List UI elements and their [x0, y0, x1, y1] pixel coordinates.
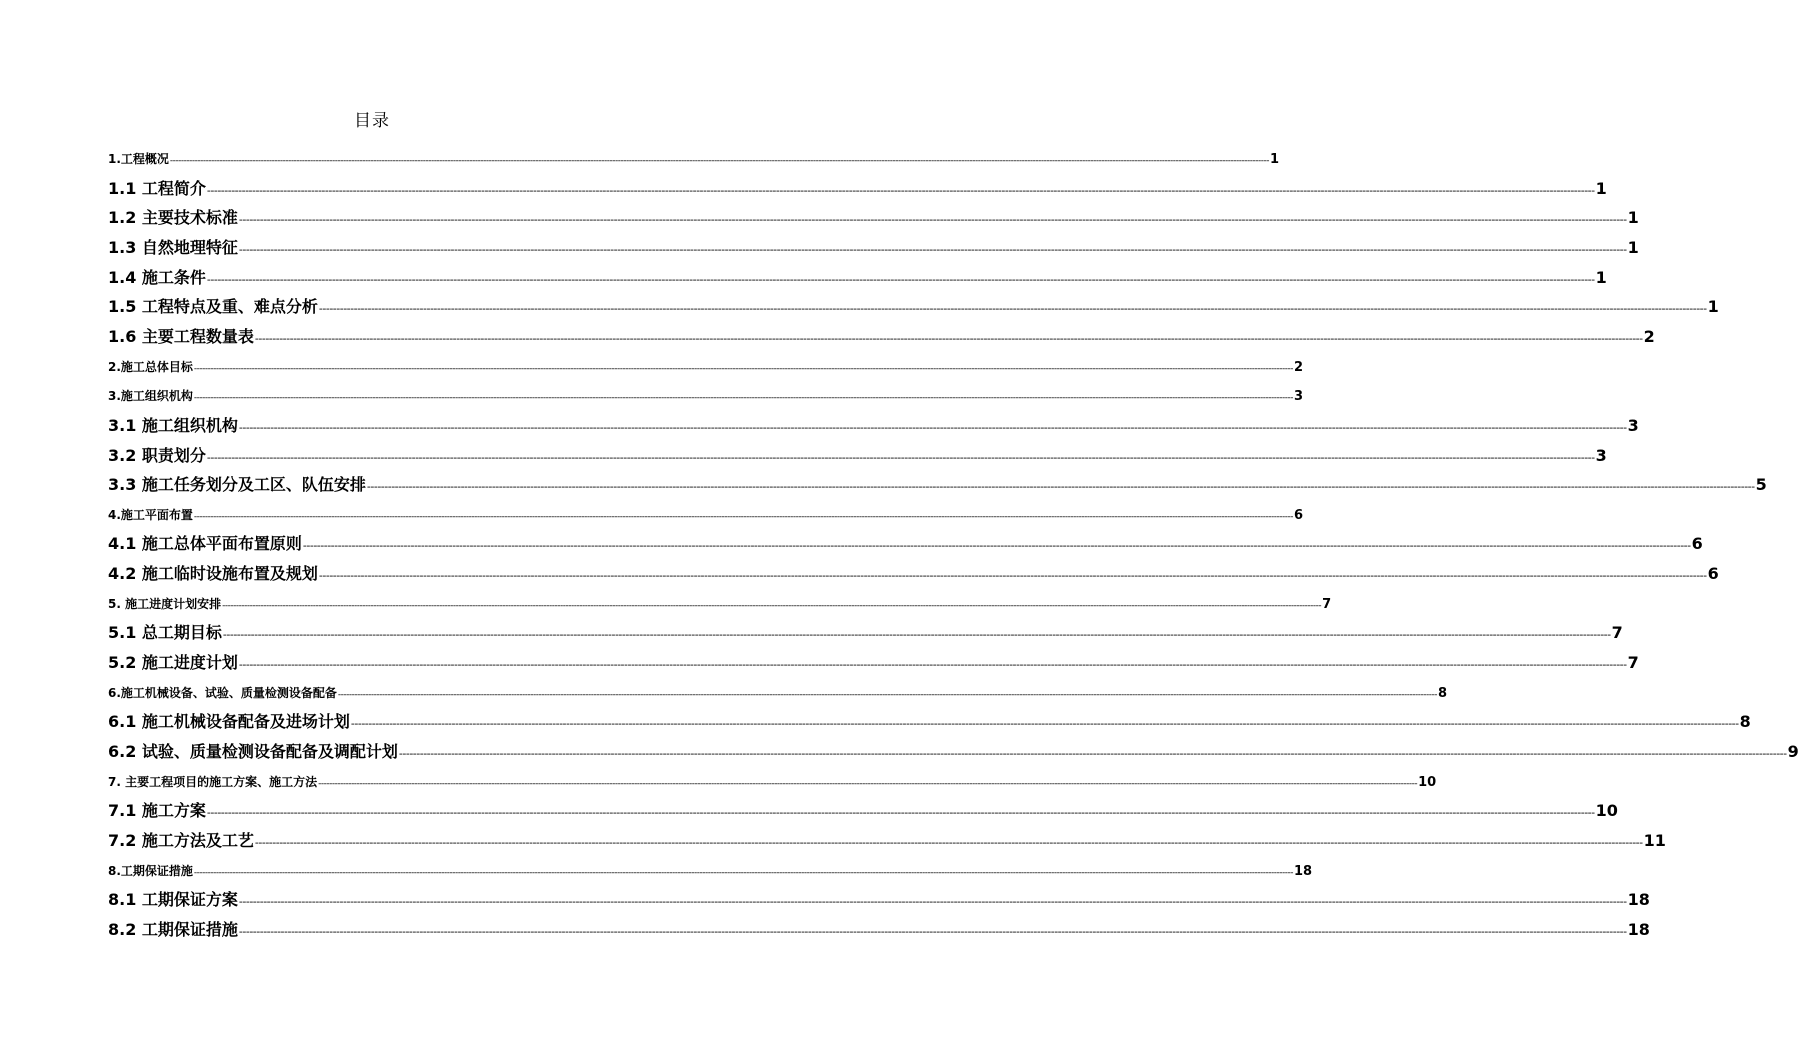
toc-entry-label: 5.2 施工进度计划	[108, 653, 238, 673]
toc-entry[interactable]	[108, 472, 1767, 496]
toc-entry-label: 6.1 施工机械设备配备及进场计划	[108, 712, 350, 732]
page-title: 目录	[354, 111, 390, 131]
toc-leader-dashes: ----------------------------------------------------------------------------------------------------------------------------------------------------------------------------------------------------------------------------------------------------------------------------------------------------------------------------------------------------------------------------------------------------------------	[254, 835, 1643, 849]
toc-entry[interactable]	[108, 887, 1650, 911]
toc-entry[interactable]	[108, 798, 1618, 822]
toc-entry[interactable]	[108, 917, 1650, 941]
toc-entry-label: 3.1 施工组织机构	[108, 415, 238, 435]
toc-entry-page-number: 6	[1691, 534, 1703, 554]
toc-entry-page-number: 1	[1707, 297, 1719, 317]
toc-leader-dashes: ----------------------------------------------------------------------------------------------------------------------------------------------------------------------------------------------------------------------------------------------------------------------------------------------------------------------------------------------------------------------------------------------------------------	[222, 628, 1611, 642]
toc-leader-dashes: ----------------------------------------------------------------------------------------------------------------------------------------------------------------------------------------------------------------------------------------------------------------------------------------------------------------------------------------------------------------------------------------------------------------	[318, 778, 1418, 789]
toc-entry-page-number: 11	[1643, 830, 1666, 850]
toc-leader-dashes: ----------------------------------------------------------------------------------------------------------------------------------------------------------------------------------------------------------------------------------------------------------------------------------------------------------------------------------------------------------------------------------------------------------------	[169, 156, 1269, 166]
toc-entry-label: 5.1 总工期目标	[108, 623, 222, 643]
toc-entry[interactable]	[108, 773, 1437, 791]
toc-leader-dashes: ----------------------------------------------------------------------------------------------------------------------------------------------------------------------------------------------------------------------------------------------------------------------------------------------------------------------------------------------------------------------------------------------------------------	[238, 924, 1627, 938]
toc-entry-page-number: 6	[1293, 507, 1303, 523]
toc-entry-page-number: 10	[1418, 774, 1437, 790]
toc-entry-page-number: 8	[1739, 712, 1751, 732]
toc-leader-dashes: ----------------------------------------------------------------------------------------------------------------------------------------------------------------------------------------------------------------------------------------------------------------------------------------------------------------------------------------------------------------------------------------------------------------	[238, 213, 1627, 227]
toc-leader-dashes: ----------------------------------------------------------------------------------------------------------------------------------------------------------------------------------------------------------------------------------------------------------------------------------------------------------------------------------------------------------------------------------------------------------------	[350, 717, 1739, 731]
toc-entry[interactable]	[108, 684, 1447, 702]
toc-entry-label: 8.1 工期保证方案	[108, 890, 238, 910]
toc-entry[interactable]	[108, 413, 1639, 437]
toc-entry[interactable]	[108, 650, 1639, 674]
toc-entry-page-number: 3	[1293, 389, 1303, 405]
toc-entry-label: 1.工程概况	[108, 152, 169, 166]
toc-entry-page-number: 9	[1787, 742, 1799, 761]
toc-leader-dashes: ----------------------------------------------------------------------------------------------------------------------------------------------------------------------------------------------------------------------------------------------------------------------------------------------------------------------------------------------------------------------------------------------------------------	[254, 331, 1643, 345]
toc-entry-page-number: 18	[1293, 863, 1313, 879]
toc-entry-label: 4.2 施工临时设施布置及规划	[108, 564, 318, 584]
toc-leader-dashes: ----------------------------------------------------------------------------------------------------------------------------------------------------------------------------------------------------------------------------------------------------------------------------------------------------------------------------------------------------------------------------------------------------------------	[398, 747, 1787, 760]
toc-entry-page-number: 1	[1595, 267, 1607, 287]
toc-entry-label: 1.4 施工条件	[108, 267, 206, 287]
toc-entry-label: 7. 主要工程项目的施工方案、施工方法	[108, 774, 318, 789]
toc-entry[interactable]	[108, 358, 1303, 376]
toc-entry[interactable]	[108, 709, 1751, 733]
toc-entry-label: 6.施工机械设备、试验、质量检测设备配备	[108, 685, 337, 700]
toc-entry[interactable]	[108, 443, 1607, 467]
toc-entry[interactable]	[108, 387, 1303, 405]
toc-leader-dashes: ----------------------------------------------------------------------------------------------------------------------------------------------------------------------------------------------------------------------------------------------------------------------------------------------------------------------------------------------------------------------------------------------------------------	[193, 511, 1293, 522]
toc-entry[interactable]	[108, 294, 1719, 318]
toc-leader-dashes: ----------------------------------------------------------------------------------------------------------------------------------------------------------------------------------------------------------------------------------------------------------------------------------------------------------------------------------------------------------------------------------------------------------------	[206, 806, 1595, 820]
toc-entry-page-number: 8	[1437, 685, 1447, 701]
toc-entry[interactable]	[108, 150, 1279, 168]
toc-entry-page-number: 7	[1611, 623, 1623, 643]
toc-entry[interactable]	[108, 531, 1703, 555]
toc-entry-page-number: 1	[1269, 152, 1279, 167]
toc-entry-page-number: 7	[1627, 653, 1639, 673]
toc-entry-page-number: 3	[1595, 445, 1607, 465]
toc-entry-page-number: 3	[1627, 415, 1639, 435]
toc-entry-label: 1.3 自然地理特征	[108, 237, 238, 257]
toc-entry[interactable]	[108, 862, 1313, 880]
toc-entry-label: 3.2 职责划分	[108, 445, 206, 465]
toc-leader-dashes: ----------------------------------------------------------------------------------------------------------------------------------------------------------------------------------------------------------------------------------------------------------------------------------------------------------------------------------------------------------------------------------------------------------------	[238, 895, 1627, 909]
toc-leader-dashes: ----------------------------------------------------------------------------------------------------------------------------------------------------------------------------------------------------------------------------------------------------------------------------------------------------------------------------------------------------------------------------------------------------------------	[238, 420, 1627, 434]
toc-entry[interactable]	[108, 828, 1666, 852]
toc-entry-page-number: 1	[1595, 178, 1607, 198]
toc-leader-dashes: ----------------------------------------------------------------------------------------------------------------------------------------------------------------------------------------------------------------------------------------------------------------------------------------------------------------------------------------------------------------------------------------------------------------	[206, 183, 1595, 197]
toc-entry[interactable]	[108, 265, 1607, 289]
toc-entry-page-number: 7	[1322, 596, 1332, 612]
toc-entry[interactable]	[108, 205, 1639, 229]
toc-leader-dashes: ----------------------------------------------------------------------------------------------------------------------------------------------------------------------------------------------------------------------------------------------------------------------------------------------------------------------------------------------------------------------------------------------------------------	[193, 867, 1293, 878]
toc-leader-dashes: ----------------------------------------------------------------------------------------------------------------------------------------------------------------------------------------------------------------------------------------------------------------------------------------------------------------------------------------------------------------------------------------------------------------	[193, 393, 1293, 404]
toc-leader-dashes: ----------------------------------------------------------------------------------------------------------------------------------------------------------------------------------------------------------------------------------------------------------------------------------------------------------------------------------------------------------------------------------------------------------------	[206, 450, 1595, 464]
toc-entry[interactable]	[108, 561, 1719, 585]
toc-entry-label: 3.3 施工任务划分及工区、队伍安排	[108, 475, 366, 495]
toc-entry-page-number: 2	[1293, 359, 1303, 375]
toc-leader-dashes: ----------------------------------------------------------------------------------------------------------------------------------------------------------------------------------------------------------------------------------------------------------------------------------------------------------------------------------------------------------------------------------------------------------------	[366, 480, 1755, 494]
toc-entry[interactable]	[108, 235, 1639, 259]
toc-leader-dashes: ----------------------------------------------------------------------------------------------------------------------------------------------------------------------------------------------------------------------------------------------------------------------------------------------------------------------------------------------------------------------------------------------------------------	[318, 302, 1707, 316]
toc-entry-page-number: 18	[1627, 890, 1650, 910]
toc-leader-dashes: ----------------------------------------------------------------------------------------------------------------------------------------------------------------------------------------------------------------------------------------------------------------------------------------------------------------------------------------------------------------------------------------------------------------	[302, 539, 1691, 553]
toc-entry-page-number: 18	[1627, 919, 1650, 939]
toc-entry-label: 2.施工总体目标	[108, 359, 193, 374]
toc-entry[interactable]	[108, 595, 1332, 613]
toc-entry-label: 4.1 施工总体平面布置原则	[108, 534, 302, 554]
toc-entry-label: 1.5 工程特点及重、难点分析	[108, 297, 318, 317]
toc-entry[interactable]	[108, 176, 1607, 200]
toc-entry-label: 7.2 施工方法及工艺	[108, 830, 254, 850]
toc-entry-label: 1.1 工程简介	[108, 178, 206, 198]
toc-entry-label: 1.2 主要技术标准	[108, 208, 238, 228]
toc-leader-dashes: ----------------------------------------------------------------------------------------------------------------------------------------------------------------------------------------------------------------------------------------------------------------------------------------------------------------------------------------------------------------------------------------------------------------	[318, 569, 1707, 583]
toc-entry-label: 8.工期保证措施	[108, 863, 193, 878]
toc-entry[interactable]	[108, 506, 1303, 524]
toc-entry-page-number: 1	[1627, 237, 1639, 257]
toc-entry-label: 5. 施工进度计划安排	[108, 596, 222, 611]
toc-entry-page-number: 10	[1595, 801, 1618, 821]
toc-entry-page-number: 1	[1627, 208, 1639, 228]
toc-entry-label: 3.施工组织机构	[108, 389, 193, 404]
toc-leader-dashes: ----------------------------------------------------------------------------------------------------------------------------------------------------------------------------------------------------------------------------------------------------------------------------------------------------------------------------------------------------------------------------------------------------------------	[206, 272, 1595, 286]
toc-entry-label: 4.施工平面布置	[108, 507, 193, 522]
toc-entry-page-number: 6	[1707, 564, 1719, 584]
toc-entry-label: 7.1 施工方案	[108, 801, 206, 821]
toc-entry[interactable]	[108, 739, 1799, 763]
toc-entry-page-number: 2	[1643, 326, 1655, 346]
toc-leader-dashes: ----------------------------------------------------------------------------------------------------------------------------------------------------------------------------------------------------------------------------------------------------------------------------------------------------------------------------------------------------------------------------------------------------------------	[193, 363, 1293, 374]
toc-leader-dashes: ----------------------------------------------------------------------------------------------------------------------------------------------------------------------------------------------------------------------------------------------------------------------------------------------------------------------------------------------------------------------------------------------------------------	[238, 242, 1627, 256]
toc-leader-dashes: ----------------------------------------------------------------------------------------------------------------------------------------------------------------------------------------------------------------------------------------------------------------------------------------------------------------------------------------------------------------------------------------------------------------	[222, 600, 1322, 611]
toc-entry-label: 6.2 试验、质量检测设备配备及调配计划	[108, 742, 398, 761]
toc-entry[interactable]	[108, 620, 1623, 644]
toc-entry-page-number: 5	[1755, 475, 1767, 495]
toc-entry-label: 1.6 主要工程数量表	[108, 326, 254, 346]
toc-leader-dashes: ----------------------------------------------------------------------------------------------------------------------------------------------------------------------------------------------------------------------------------------------------------------------------------------------------------------------------------------------------------------------------------------------------------------	[337, 689, 1437, 700]
toc-leader-dashes: ----------------------------------------------------------------------------------------------------------------------------------------------------------------------------------------------------------------------------------------------------------------------------------------------------------------------------------------------------------------------------------------------------------------	[238, 658, 1627, 672]
toc-entry[interactable]	[108, 324, 1655, 348]
toc-entry-label: 8.2 工期保证措施	[108, 919, 238, 939]
